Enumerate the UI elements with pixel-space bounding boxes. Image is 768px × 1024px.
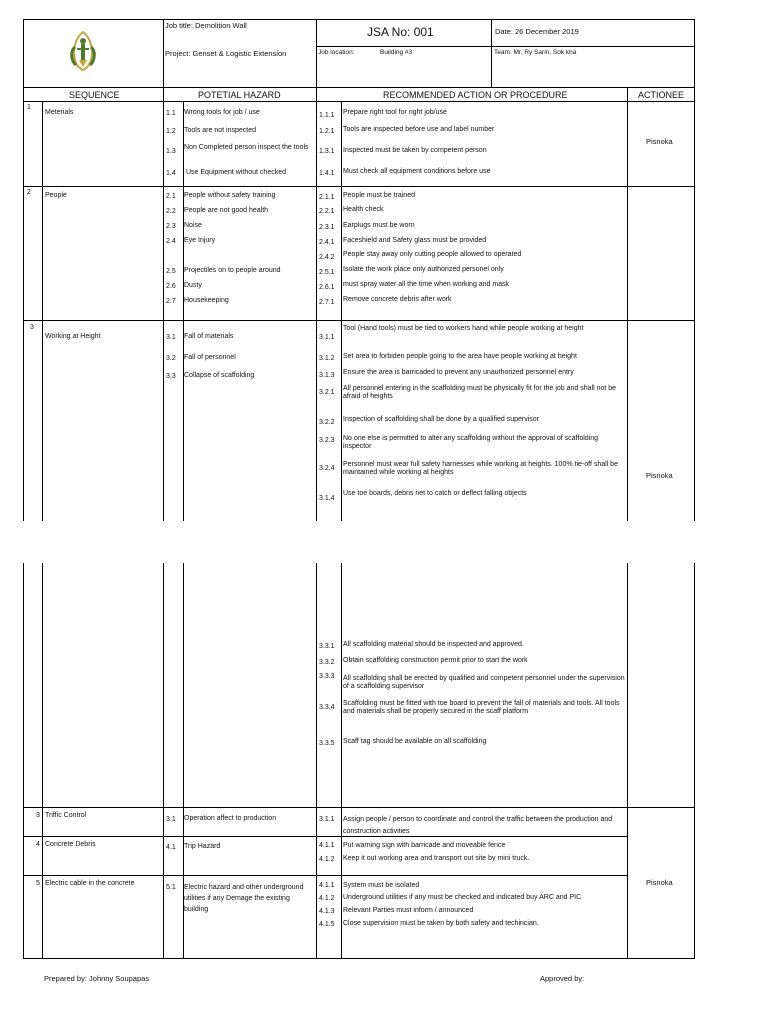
action-text: Scaffolding must be fitted with toe board to prevent the fall of materials and tools. All tools and materials shall be properly secured in the scaff platform	[343, 700, 620, 715]
hazard-id: 3.1	[166, 816, 176, 823]
hazard-text: Housekeeping	[184, 297, 229, 304]
action-text: People stay away only cutting people allowed to operated	[343, 251, 522, 258]
action-id: 4.1.2	[319, 856, 335, 863]
action-id: 2.6.1	[319, 284, 335, 291]
hazard-text: Tools are not inspected	[184, 127, 256, 134]
action-text: Must check all equipment conditions before use	[343, 168, 491, 175]
col-action: RECOMMENDED ACTION OR PROCEDURE	[383, 90, 568, 100]
hazard-text: Non Completed person inspect the tools	[184, 144, 309, 151]
action-id: 2.3.1	[319, 224, 335, 231]
hazard-id: 1.2	[166, 128, 176, 135]
action-text: All scaffolding shall be erected by qualified and competent personnel under the supervision of a scaffolding supervisor	[343, 675, 625, 690]
action-text: Faceshield and Safety glass must be provided	[343, 237, 487, 244]
action-text: Tool (Hand tools) must be tied to workers hand while people working at height	[343, 325, 584, 332]
action-id: 2.2.1	[319, 208, 335, 215]
hazard-id: 1.3	[166, 148, 176, 155]
action-text: Isolate the work place only authorized personel only	[343, 266, 504, 273]
action-id: 2.1.1	[319, 194, 335, 201]
action-text: Prepare right tool for right job/use	[343, 109, 447, 116]
hazard-text: Trip Hazard	[184, 843, 221, 850]
section-number: 2	[27, 189, 31, 196]
hazard-text: Dusty	[184, 282, 202, 289]
job-location-label: Job location:	[318, 49, 355, 56]
action-id: 2.4.1	[319, 239, 335, 246]
date: Date: 26 December 2019	[495, 27, 579, 36]
action-id: 3.3.1	[319, 643, 335, 650]
action-text: Personnel must wear full safety harnesses while working at heights. 100% tie-off shall be maintained while working at heights	[343, 461, 618, 476]
hazard-id: 5.1	[166, 884, 176, 891]
team: Team: Mr. Ry Sarin, Sok kha	[494, 49, 577, 56]
action-text: No one else is permitted to alter any scaffolding without the approval of scaffolding inspector	[343, 435, 599, 450]
section-name: Meterials	[45, 109, 74, 116]
action-id: 4.1.1	[319, 882, 335, 889]
hazard-text: Wrong tools for job / use	[184, 109, 260, 116]
action-id: 2.7.1	[319, 299, 335, 306]
action-text: Health check	[343, 206, 384, 213]
action-text: System must be isolated	[343, 882, 420, 889]
action-id: 1.1.1	[319, 112, 335, 119]
action-text: Tools are inspected before use and label number	[343, 126, 495, 133]
hazard-id: 2.2	[166, 208, 176, 215]
action-text: People must be trained	[343, 192, 415, 199]
hazard-text: Use Equipment without checked	[186, 169, 286, 176]
action-text: Assign people / person to coordinate and control the traffic between the production and construction activities	[343, 816, 613, 835]
project-name: Project: Genset & Logistic Extension	[165, 49, 287, 58]
action-id: 3.3.4	[319, 704, 335, 711]
action-text: Underground utilities if any must be checked and indicated buy ARC and PIC	[343, 894, 582, 901]
action-text: Use toe boards, debris net to catch or deflect falling objects	[343, 490, 527, 497]
action-text: must spray water all the time when working and mask	[343, 281, 510, 288]
hazard-id: 3.1	[166, 334, 176, 341]
actionee: Pisnoka	[646, 137, 673, 146]
action-text: Earplugs must be worn	[343, 222, 415, 229]
action-id: 4.1.5	[319, 921, 335, 928]
action-id: 3.1.2	[319, 355, 335, 362]
action-id: 3.1.4	[319, 495, 335, 502]
hazard-id: 1.1	[166, 110, 176, 117]
hazard-text: Noise	[184, 222, 202, 229]
action-text: Inspected must be taken by competent person	[343, 147, 487, 154]
action-text: Keep it out working area and transport out site by mini truck.	[343, 855, 530, 862]
action-text: Relevant Parties must inform / announced	[343, 907, 474, 914]
hazard-id: 2.6	[166, 283, 176, 290]
action-id: 3.2.2	[319, 419, 335, 426]
action-id: 3.3.5	[319, 740, 335, 747]
hazard-id: 4.1	[166, 844, 176, 851]
action-text: Put warning sign with barricade and moveable fence	[343, 842, 506, 849]
action-text: Ensure the area is barricaded to prevent any unauthorized personnel entry	[343, 369, 574, 376]
action-text: All personnel entering in the scaffolding must be physically fit for the job and shall not be afraid of heights	[343, 385, 617, 400]
action-text: Scaff tag should be available on all scaffolding	[343, 738, 487, 745]
action-text: Inspection of scaffolding shall be done by a qualified supervisor	[343, 416, 539, 423]
section-number: 1	[27, 104, 31, 111]
hazard-id: 2.4	[166, 238, 176, 245]
hazard-text: Eye Injury	[184, 237, 216, 244]
hazard-text: People without safety training	[184, 192, 276, 199]
actionee: Pisnoka	[646, 471, 673, 480]
action-id: 1.4.1	[319, 170, 335, 177]
action-id: 1.3.1	[319, 148, 335, 155]
section-number: 4	[36, 841, 40, 848]
action-id: 3.1.3	[319, 372, 335, 379]
job-title: Job title: Demolition Wall	[165, 21, 247, 30]
hazard-id: 2.7	[166, 298, 176, 305]
hazard-text: Projectiles on to people around	[184, 267, 281, 274]
hazard-text: People are not good health	[184, 207, 269, 214]
section-number: 3	[30, 324, 34, 331]
section-name: Electric cable in the concrete	[45, 880, 135, 887]
hazard-text: Collapse of scaffolding	[184, 372, 255, 379]
action-text: Remove concrete debris after work	[343, 296, 452, 303]
action-text: Set area to forbiden people going to the area have people working at height	[343, 353, 577, 360]
action-id: 1.2.1	[319, 128, 335, 135]
jsa-number: JSA No: 001	[367, 25, 434, 39]
hazard-id: 3.3	[166, 373, 176, 380]
section-name: People	[45, 192, 67, 199]
col-hazard: POTETIAL HAZARD	[198, 90, 281, 100]
company-logo	[66, 29, 100, 73]
job-location-value: Building #3	[380, 49, 413, 56]
action-id: 3.1.1	[319, 334, 335, 341]
section-name: Concrete Debris	[45, 841, 96, 848]
actionee: Pisnoka	[646, 878, 673, 887]
col-sequence: SEQUENCE	[69, 90, 120, 100]
action-id: 2.5.1	[319, 269, 335, 276]
hazard-id: 2.1	[166, 193, 176, 200]
prepared-by: Prepared by: Johnny Soupapas	[44, 974, 150, 983]
section-name: Triffic Control	[45, 812, 87, 819]
action-id: 3.3.3	[319, 673, 335, 680]
action-id: 3.3.2	[319, 659, 335, 666]
action-text: All scaffolding material should be inspected and approved.	[343, 641, 524, 648]
action-id: 3.2.3	[319, 437, 335, 444]
action-id: 2.4.2	[319, 254, 335, 261]
action-id: 3.2.1	[319, 389, 335, 396]
section-number: 3	[36, 812, 40, 819]
action-id: 3.2.4	[319, 465, 335, 472]
hazard-text: Fall of materials	[184, 333, 234, 340]
hazard-text: Electric hazard and other underground utilities if any Demage the existing building	[184, 884, 304, 913]
approved-by: Approved by:	[540, 974, 585, 983]
action-text: Obtain scaffolding construction permit prior to start the work	[343, 657, 528, 664]
hazard-id: 2.3	[166, 223, 176, 230]
action-id: 4.1.1	[319, 842, 335, 849]
section-name: Working at Height	[45, 333, 101, 340]
section-number: 5	[36, 880, 40, 887]
hazard-id: 2.5	[166, 268, 176, 275]
hazard-id: 3.2	[166, 355, 176, 362]
hazard-text: Fall of personnel	[184, 354, 236, 361]
action-id: 4.1.3	[319, 908, 335, 915]
action-id: 3.1.1	[319, 816, 335, 823]
col-actionee: ACTIONEE	[638, 90, 685, 100]
action-id: 4.1.2	[319, 895, 335, 902]
hazard-id: 1.4	[166, 170, 176, 177]
action-text: Close supervision must be taken by both safety and techincian.	[343, 920, 539, 927]
hazard-text: Operation affect to production	[184, 815, 277, 822]
